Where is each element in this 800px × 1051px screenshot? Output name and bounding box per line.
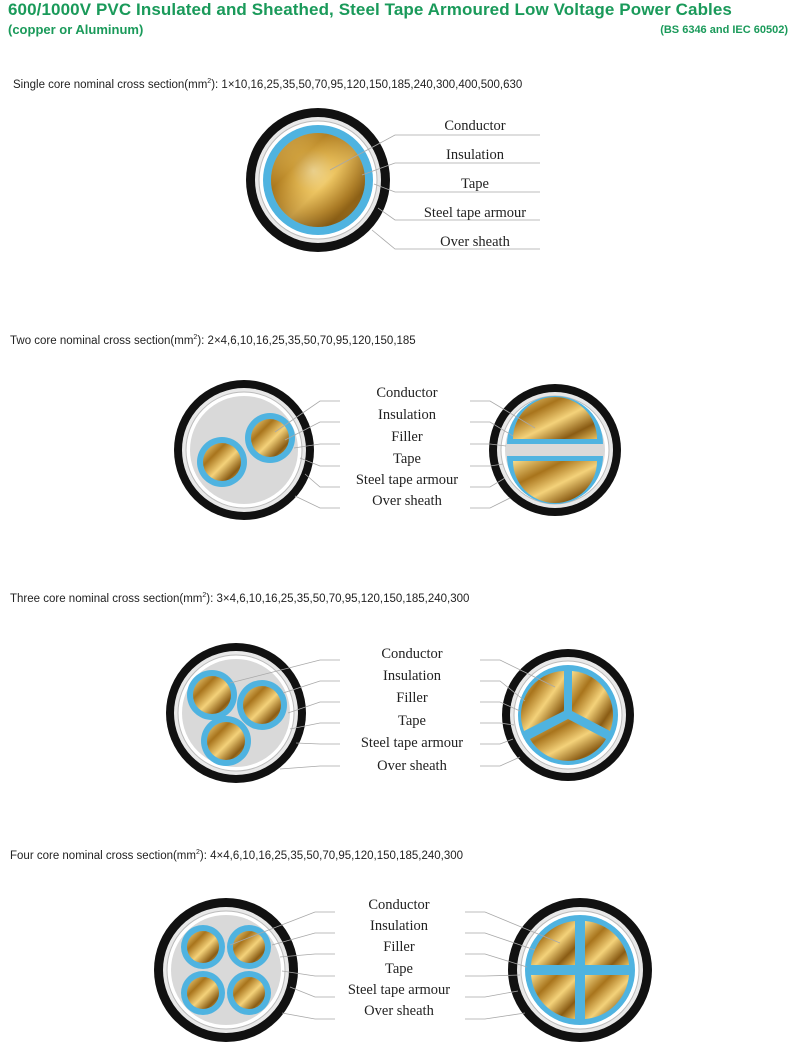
single-core-cross-section xyxy=(246,108,390,252)
three-core-round-section xyxy=(166,643,306,783)
single-core-diagram xyxy=(0,100,800,270)
label-insulation: Insulation xyxy=(446,147,504,163)
single-core-heading: Single core nominal cross $section(mm^2)$: 1×10,16,25,35,50,70,95,120,150,185,240,300,400,500,630 xyxy=(13,78,523,91)
two-core-round-section xyxy=(174,380,314,520)
three-core-sector-section xyxy=(502,649,634,781)
label-insulation: Insulation xyxy=(378,407,436,423)
label-over-sheath: Over sheath xyxy=(364,1003,434,1019)
four-core-diagram xyxy=(0,895,800,1045)
label-conductor: Conductor xyxy=(368,897,430,913)
label-tape: Tape xyxy=(385,961,413,977)
label-conductor: Conductor xyxy=(381,646,443,662)
two-core-diagram xyxy=(0,380,800,530)
three-core-diagram xyxy=(0,643,800,793)
two-core-sector-section xyxy=(489,384,621,516)
label-insulation: Insulation xyxy=(370,918,428,934)
four-core-heading: Four core nominal cross $section(mm^2)$: 4×4,6,10,16,25,35,50,70,95,120,150,185,240,300 xyxy=(10,849,464,862)
four-core-sector-section xyxy=(508,898,652,1042)
label-insulation: Insulation xyxy=(383,668,441,684)
label-filler: Filler xyxy=(383,939,415,955)
label-filler: Filler xyxy=(391,429,423,445)
label-steel-tape-armour: Steel tape armour xyxy=(423,205,527,221)
page-subtitle: (copper or Aluminum) xyxy=(8,22,144,37)
label-tape: Tape xyxy=(398,713,426,729)
label-conductor: Conductor xyxy=(444,118,506,134)
label-steel-tape-armour: Steel tape armour xyxy=(347,982,451,998)
label-conductor: Conductor xyxy=(376,385,438,401)
four-core-round-section xyxy=(154,898,298,1042)
label-over-sheath: Over sheath xyxy=(440,234,510,250)
label-tape: Tape xyxy=(393,451,421,467)
label-over-sheath: Over sheath xyxy=(377,758,447,774)
label-filler: Filler xyxy=(396,690,428,706)
standard-reference: (BS 6346 and IEC 60502) xyxy=(660,24,788,36)
two-core-heading: Two core nominal cross $section(mm^2)$: 2×4,6,10,16,25,35,50,70,95,120,150,185 xyxy=(10,334,416,347)
three-core-heading: Three core nominal cross $section(mm^2)$: 3×4,6,10,16,25,35,50,70,95,120,150,185,240,300 xyxy=(10,592,470,605)
label-tape: Tape xyxy=(461,176,489,192)
label-steel-tape-armour: Steel tape armour xyxy=(355,472,459,488)
label-over-sheath: Over sheath xyxy=(372,493,442,509)
label-steel-tape-armour: Steel tape armour xyxy=(360,735,464,751)
page-title: 600/1000V PVC Insulated and Sheathed, Steel Tape Armoured Low Voltage Power Cables xyxy=(8,0,732,19)
